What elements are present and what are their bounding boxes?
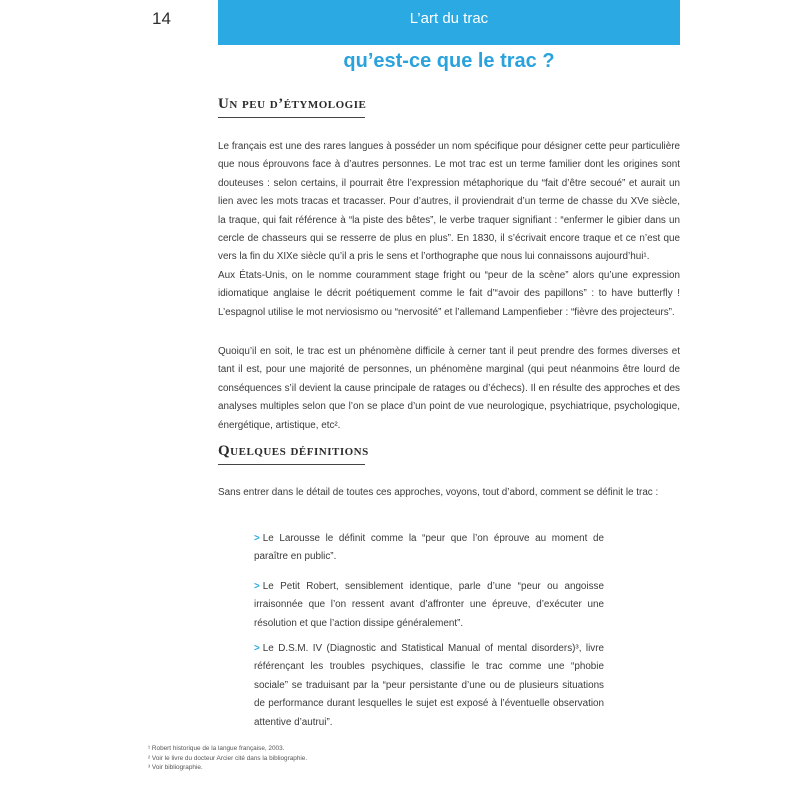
page-number: 14: [152, 9, 171, 28]
section-heading-definitions: Quelques définitions: [218, 443, 369, 459]
definition-item-petit-robert: [254, 578, 604, 633]
definition-item-dsm: [254, 640, 604, 732]
footnote-3: ³ Voir bibliographie.: [148, 764, 203, 771]
running-header: L’art du trac: [218, 0, 680, 45]
bullet-arrow-icon: >: [254, 643, 260, 654]
section-underline: [218, 464, 365, 465]
section-underline: [218, 117, 365, 118]
definition-text: Le Larousse le définit comme la “peur que l’on éprouve au moment de paraître en public”.: [254, 533, 604, 563]
etymology-paragraph-1: [218, 138, 680, 322]
footnote-2: ² Voir le livre du docteur Arcier cité dans la bibliographie.: [148, 754, 308, 762]
definition-text: Le Petit Robert, sensiblement identique, parle d’une “peur ou angoisse irraisonnée que l’on ressent avant d’affronter une épreuve, d’exécuter une résolution et que l’action dissipe généralement”.: [254, 581, 604, 629]
section-heading-etymologie: Un peu d’étymologie: [218, 96, 367, 112]
paragraph-text: Sans entrer dans le détail de toutes ces approches, voyons, tout d’abord, comment se définit le trac :: [218, 487, 659, 498]
definitions-intro: [218, 484, 680, 502]
etymology-paragraph-3: [218, 343, 680, 435]
paragraph-text: Aux États-Unis, on le nomme couramment stage fright ou “peur de la scène” alors qu’une expression idiomatique anglaise le décrit poétiquement comme le fait d’“avoir des papillons” : to have butterfly ! L’espagnol utilise le mot nerviosismo ou “nervosité” et l’allemand Lampenfieber : “fièvre des projecteurs”.: [218, 269, 680, 318]
paragraph-text: Le français est une des rares langues à posséder un nom spécifique pour désigner cette peur particulière que nous éprouvons face à d’autres personnes. Le mot trac est un terme familier dont les origines sont douteuses : selon certains, il pourrait être l’expression métaphorique du “fait d’être secoué” et aurait un lien avec les mots tracas et tracasser. Pour d’autres, il proviendrait d’un terme de chasse du XVe siècle, la traque, qui fait référence à “la piste des bêtes”, le verbe traquer signifiant : “enfermer le gibier dans un cercle de chasseurs qui se resserre de plus en plus”. En 1830, il s’écrivait encore traque et ce n’est que vers la fin du XIXe siècle qu’il a pris le sens et l’orthographe que nous lui connaissons aujourd’hui¹.: [218, 141, 680, 263]
footnotes: [148, 744, 307, 773]
footnote-1: ¹ Robert historique de la langue française, 2003.: [148, 745, 285, 752]
bullet-arrow-icon: >: [254, 533, 260, 544]
bullet-arrow-icon: >: [254, 581, 260, 592]
definition-item-larousse: [254, 530, 604, 567]
page-title: qu’est-ce que le trac ?: [343, 50, 555, 72]
definition-text: Le D.S.M. IV (Diagnostic and Statistical Manual of mental disorders)³, livre référençant les troubles psychiques, classifie le trac comme une “phobie sociale” se traduisant par la “peur persistante d’une ou de plusieurs situations de performance durant lesquelles le sujet est exposé à l’éventuelle observation attentive d’autrui”.: [254, 643, 604, 728]
paragraph-text: Quoiqu’il en soit, le trac est un phénomène difficile à cerner tant il peut prendre des formes diverses et tant il est, pour une majorité de personnes, un phénomène marginal (qui peut néanmoins être lourd de conséquences s’il devient la cause principale de ratages ou d’échecs). Il en résulte des approches et des analyses multiples selon que l’on se place d’un point de vue neurologique, psychiatrique, psychologique, énergétique, artistique, etc².: [218, 346, 680, 431]
